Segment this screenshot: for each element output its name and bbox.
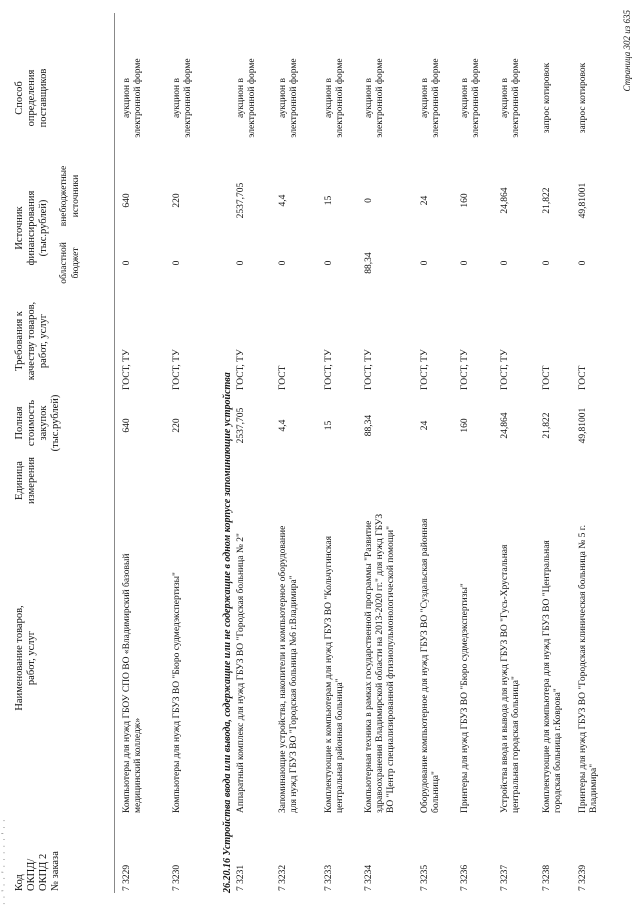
cell-req: ГОСТ (578, 365, 588, 390)
cell-vnb: 0 (364, 198, 374, 203)
cell-req: ГОСТ, ТУ (236, 349, 246, 390)
cell-code: 7 3237 (500, 864, 510, 891)
scan-noise: · · ' · · ' · · · · · ' · · (0, 818, 9, 905)
cell-name: Аппаратный комплекс для нужд ГБУЗ ВО "Городская больница № 2" (236, 533, 246, 813)
cell-code: 7 3235 (420, 864, 430, 891)
procurement-table (6, 13, 599, 893)
cell-req: ГОСТ, ТУ (420, 349, 430, 390)
cell-req: ГОСТ, ТУ (460, 349, 470, 390)
table-header (6, 13, 115, 893)
cell-req: ГОСТ, ТУ (122, 349, 132, 390)
section-heading: 26.20.16 Устройства ввода или вывода, содержащие или не содержащие в одном корпусе запоминающие устройства (222, 372, 233, 893)
cell-cost: 2537,705 (236, 407, 246, 444)
cell-name: Комплектующие для компьютера для нужд ГБУЗ ВО "Центральная городская больница г.Коврова" (542, 540, 563, 813)
cell-vnb: 160 (460, 193, 470, 208)
cell-vnb: 24,864 (500, 187, 510, 214)
cell-obl: 0 (122, 260, 132, 266)
cell-name: Комплектующие к компьютерам для нужд ГБУЗ ВО "Кольчугинская центральная районная больница" (324, 536, 345, 813)
cell-method: запрос котировок (578, 62, 588, 134)
cell-vnb: 640 (122, 193, 132, 208)
cell-code: 7 3232 (278, 864, 288, 891)
cell-obl: 0 (172, 260, 182, 266)
cell-name: Запоминающие устройства, накопители и компьютерное оборудование для нужд ГБУЗ ВО "Городская больница №6 г.Владимира" (278, 525, 299, 813)
header-source-extrabudget: внебюджетные источники (59, 165, 81, 227)
cell-code: 7 3234 (364, 864, 374, 891)
cell-cost: 640 (122, 418, 132, 433)
cell-method: аукцион в электронной форме (278, 58, 299, 138)
cell-code: 7 3239 (578, 864, 588, 891)
cell-cost: 220 (172, 418, 182, 433)
cell-method: аукцион в электронной форме (122, 58, 143, 138)
header-cost: Полная стоимость закупок (тыс.рублей) (14, 394, 61, 452)
cell-name: Устройства ввода и вывода для нужд ГБУЗ ВО "Гусь-Хрустальная центральная городская больница" (500, 544, 521, 813)
cell-method: аукцион в электронной форме (460, 58, 481, 138)
cell-method: аукцион в электронной форме (420, 58, 441, 138)
header-unit: Единица измерения (14, 457, 37, 504)
cell-name: Оборудование компьютерное для нужд ГБУЗ ВО "Суздальская районная больница" (420, 518, 441, 813)
cell-cost: 21,822 (542, 412, 552, 439)
page-footer: Страница 302 из 635 (622, 10, 632, 92)
cell-method: аукцион в электронной форме (324, 58, 345, 138)
cell-name: Принтеры для нужд ГБУЗ ВО "Бюро судмедэкспертизы" (460, 583, 470, 813)
cell-obl: 88,34 (364, 252, 374, 274)
cell-name: Принтеры для нужд ГБУЗ ВО "Городская клиническая больница № 5 г. Владимира" (578, 525, 599, 813)
cell-obl: 0 (460, 260, 470, 266)
cell-vnb: 21,822 (542, 187, 552, 214)
cell-cost: 160 (460, 418, 470, 433)
header-code: Код ОКПД/ ОКПД 2 № заказа (14, 851, 61, 891)
cell-vnb: 24 (420, 195, 430, 206)
cell-name: Компьютеры для нужд ГБОУ СПО ВО «Владимирский базовый медицинский колледж» (122, 553, 143, 813)
cell-code: 7 3231 (236, 864, 246, 891)
header-method: Способ определения поставщиков (14, 68, 49, 128)
cell-vnb: 220 (172, 193, 182, 208)
cell-vnb: 49,81001 (578, 182, 588, 219)
cell-code: 7 3238 (542, 864, 552, 891)
cell-code: 7 3230 (172, 864, 182, 891)
cell-obl: 0 (420, 260, 430, 266)
cell-vnb: 4,4 (278, 194, 288, 207)
header-name: Наименование товаров, работ, услуг (14, 605, 37, 711)
cell-req: ГОСТ, ТУ (364, 349, 374, 390)
cell-vnb: 15 (324, 195, 334, 206)
cell-obl: 0 (278, 260, 288, 266)
cell-obl: 0 (236, 260, 246, 266)
cell-obl: 0 (500, 260, 510, 266)
cell-method: аукцион в электронной форме (172, 58, 193, 138)
cell-cost: 24,864 (500, 412, 510, 439)
cell-cost: 49,81001 (578, 407, 588, 444)
cell-cost: 4,4 (278, 419, 288, 432)
cell-vnb: 2537,705 (236, 182, 246, 219)
header-source: Источник финансирования (тыс.рублей) (14, 190, 49, 266)
cell-name: Компьютеры для нужд ГБУЗ ВО "Бюро судмедэкспертизы" (172, 572, 182, 813)
cell-method: аукцион в электронной форме (236, 58, 257, 138)
cell-obl: 0 (578, 260, 588, 266)
cell-req: ГОСТ, ТУ (172, 349, 182, 390)
header-requirements: Требования к качеству товаров, работ, услуг (14, 301, 49, 381)
cell-code: 7 3233 (324, 864, 334, 891)
cell-method: запрос котировок (542, 62, 552, 134)
cell-req: ГОСТ, ТУ (500, 349, 510, 390)
cell-obl: 0 (542, 260, 552, 266)
cell-code: 7 3229 (122, 864, 132, 891)
cell-cost: 24 (420, 420, 430, 431)
cell-req: ГОСТ (278, 365, 288, 390)
cell-req: ГОСТ (542, 365, 552, 390)
cell-cost: 15 (324, 420, 334, 431)
cell-req: ГОСТ, ТУ (324, 349, 334, 390)
cell-method: аукцион в электронной форме (364, 58, 385, 138)
header-source-regional: областной бюджет (59, 242, 81, 284)
cell-code: 7 3236 (460, 864, 470, 891)
cell-cost: 88,34 (364, 414, 374, 437)
cell-obl: 0 (324, 260, 334, 266)
cell-name: Компьютерная техника в рамках государственной программы "Развитие здравоохранения Владимирской области на 2013-2020 гг." для нужд ГБУЗ ВО "Центр специализированной фтизиопульмонологической помощи" (364, 513, 396, 813)
cell-method: аукцион в электронной форме (500, 58, 521, 138)
